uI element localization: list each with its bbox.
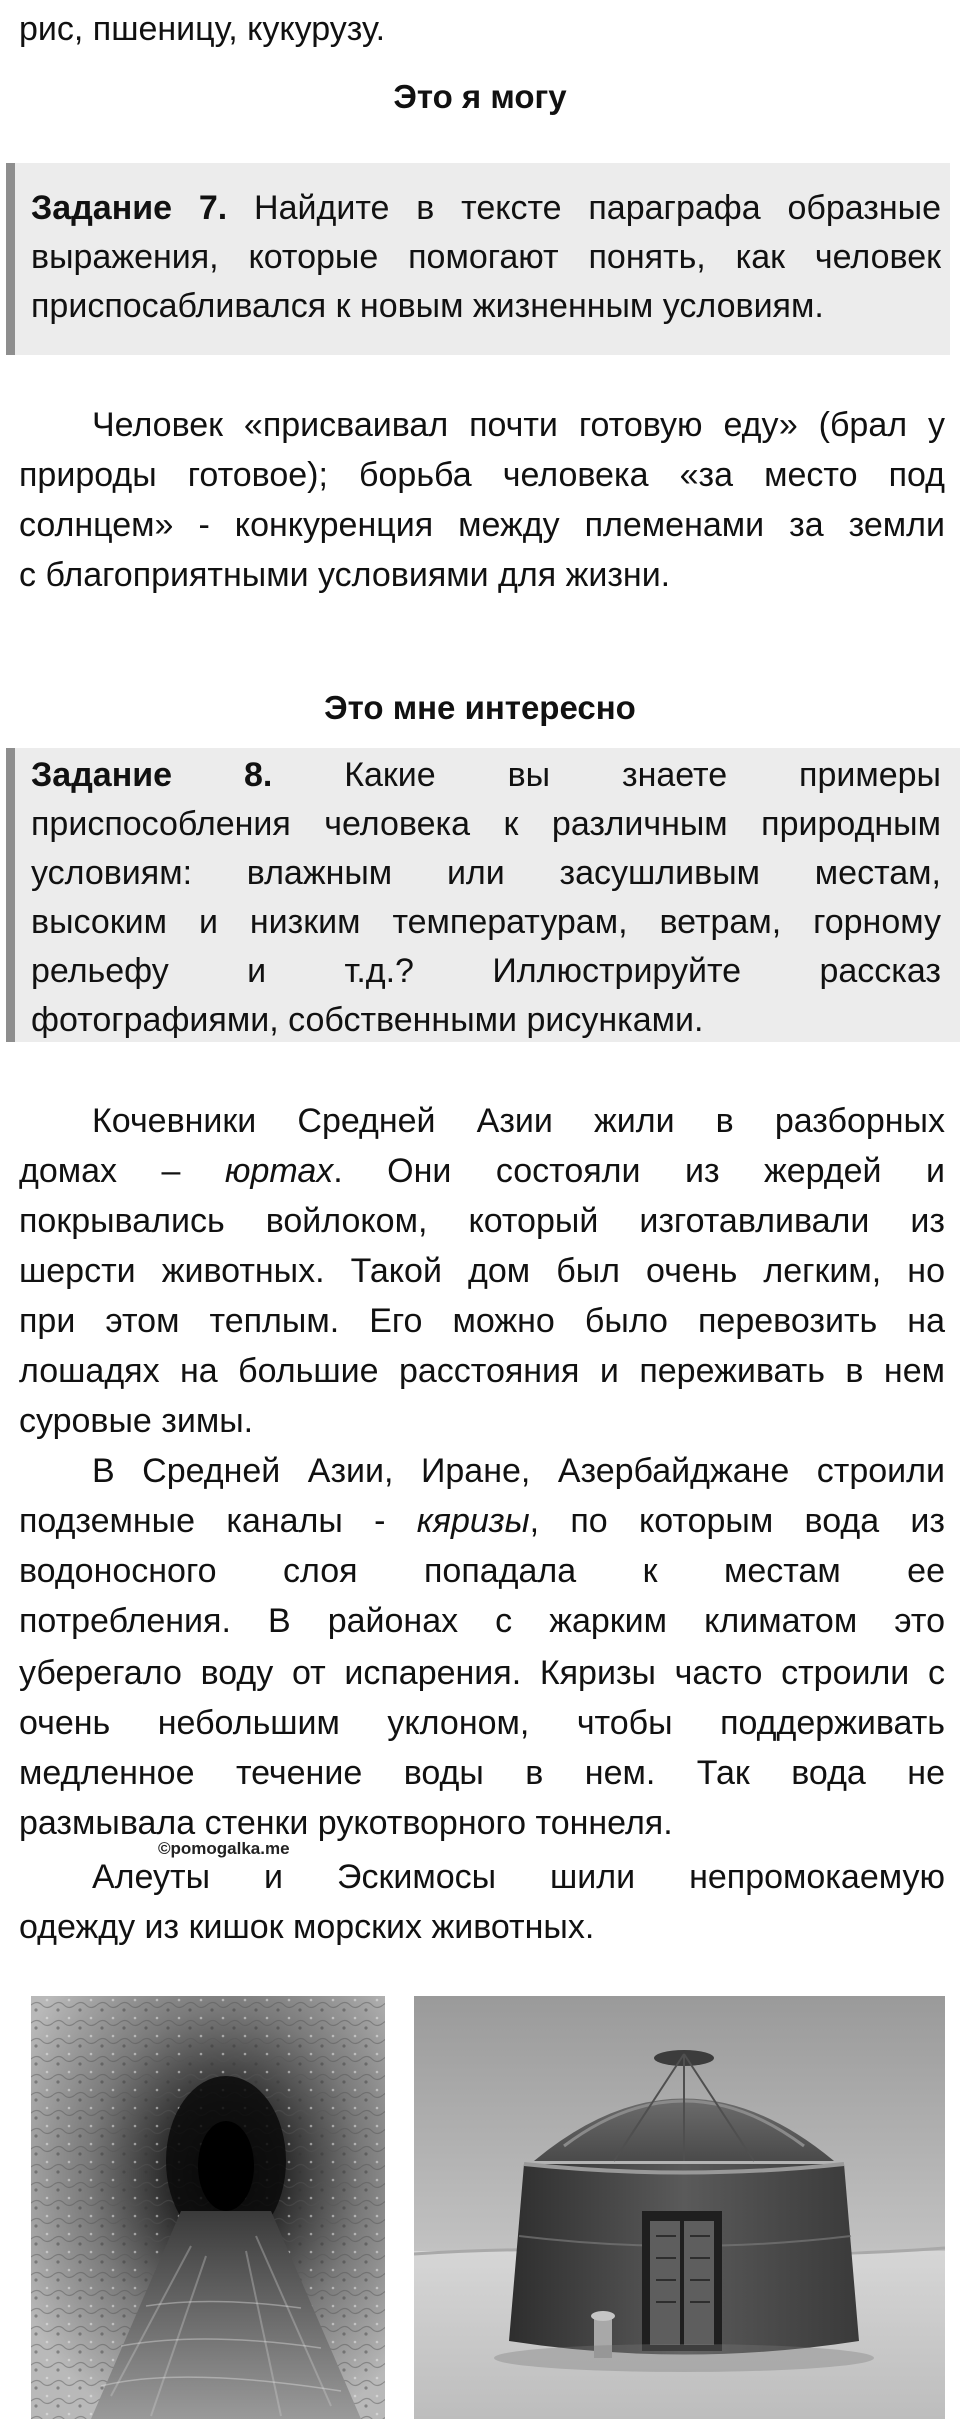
answer-8-p1-line-7: суровые зимы.	[19, 1402, 254, 1440]
task-8-label: Задание 8.	[31, 756, 273, 794]
answer-8-p2-line-3: водоносного слоя попадала к местам ее	[19, 1552, 945, 1590]
yurt-term: юртах	[224, 1152, 334, 1190]
task-7-line-3: приспосабливался к новым жизненным условиям.	[31, 287, 824, 325]
answer-8-p2-line-1: В Средней Азии, Иране, Азербайджане строили	[92, 1452, 945, 1490]
answer-8-p2-line-2	[19, 1496, 945, 1546]
answer-8-p2-line-2-b: , по которым вода из	[529, 1502, 945, 1540]
answer-8-p2-line-2-a: подземные каналы -	[19, 1502, 417, 1540]
answer-8-p2-line-6: очень небольшим уклоном, чтобы поддерживать	[19, 1704, 945, 1742]
answer-8-p2-line-7: медленное течение воды в нем. Так вода не	[19, 1754, 945, 1792]
answer-8-p2-line-8: размывала стенки рукотворного тоннеля.	[19, 1804, 673, 1842]
section-heading-interesting: Это мне интересно	[324, 689, 636, 726]
intro-line: рис, пшеницу, кукурузу.	[19, 10, 386, 48]
kyariz-tunnel-photo	[31, 1996, 385, 2419]
answer-8-p1-line-1: Кочевники Средней Азии жили в разборных	[92, 1102, 945, 1140]
kyariz-term: кяризы	[416, 1502, 530, 1540]
yurt-illustration	[414, 1996, 945, 2419]
task-7-label: Задание 7.	[31, 189, 228, 227]
answer-8-p1-line-2	[19, 1146, 945, 1196]
answer-8-p1-line-6: лошадях на большие расстояния и переживать в нем	[19, 1352, 945, 1390]
task-8-line-4: высоким и низким температурам, ветрам, горному	[31, 903, 941, 941]
kyariz-tunnel-illustration	[31, 1996, 385, 2419]
task-7-line-1	[31, 183, 941, 233]
task-7-box	[6, 163, 950, 355]
watermark: ©pomogalka.me	[158, 1839, 290, 1858]
task-8-text-1: Какие вы знаете примеры	[344, 756, 941, 794]
task-8-line-3: условиям: влажным или засушливым местам,	[31, 854, 941, 892]
answer-7-line-1: Человек «присваивал почти готовую еду» (брал у	[92, 406, 945, 444]
answer-7-line-4: с благоприятными условиями для жизни.	[19, 556, 671, 594]
answer-7-line-3: солнцем» - конкуренция между племенами за земли	[19, 506, 945, 544]
answer-8-p2-line-4: потребления. В районах с жарким климатом это	[19, 1602, 945, 1640]
answer-8-p1-line-4: шерсти животных. Такой дом был очень легким, но	[19, 1252, 945, 1290]
answer-8-p3-line-1: Алеуты и Эскимосы шили непромокаемую	[92, 1858, 945, 1896]
task-7-line-2: выражения, которые помогают понять, как человек	[31, 238, 941, 276]
answer-8-p2-line-5: уберегало воду от испарения. Кяризы часто строили с	[19, 1654, 945, 1692]
task-7-text-1: Найдите в тексте параграфа образные	[254, 189, 941, 227]
task-8-line-5: рельефу и т.д.? Иллюстрируйте рассказ	[31, 952, 941, 990]
answer-7-line-2: природы готовое); борьба человека «за место под	[19, 456, 945, 494]
answer-8-p1-line-5: при этом теплым. Его можно было перевозить на	[19, 1302, 945, 1340]
answer-8-p3-line-2: одежду из кишок морских животных.	[19, 1908, 595, 1946]
section-heading-can-do: Это я могу	[393, 78, 567, 115]
task-8-line-6: фотографиями, собственными рисунками.	[31, 1001, 704, 1039]
task-8-line-1	[31, 750, 941, 800]
task-8-box	[6, 748, 960, 1042]
answer-8-p1-line-2-a: домах –	[19, 1152, 225, 1190]
answer-8-p1-line-2-b: . Они состояли из жердей и	[333, 1152, 946, 1190]
yurt-photo	[414, 1996, 945, 2419]
answer-8-p1-line-3: покрывались войлоком, который изготавливали из	[19, 1202, 945, 1240]
task-8-line-2: приспособления человека к различным природным	[31, 805, 941, 843]
